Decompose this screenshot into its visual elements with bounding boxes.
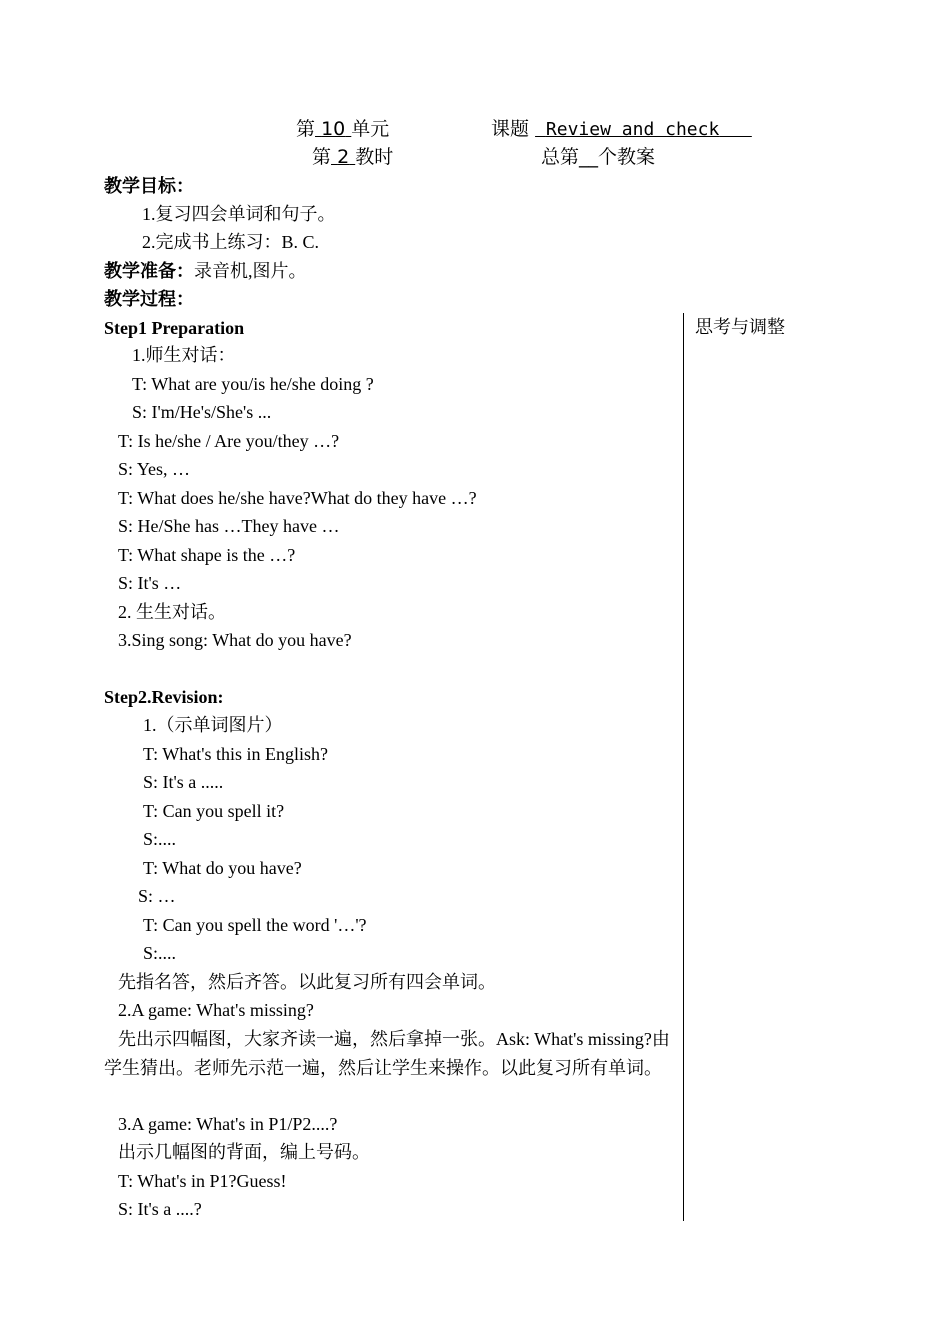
step2-line: S: It's a .....	[143, 772, 224, 792]
unit-suffix: 单元	[351, 118, 390, 140]
step2-line: S:....	[143, 829, 177, 849]
step1-title: Step1 Preparation	[104, 318, 245, 338]
topic-value: Review and check	[545, 119, 720, 140]
preparation-title: 教学准备：	[104, 261, 194, 281]
step1-line: T: Is he/she / Are you/they …?	[118, 431, 340, 451]
side-column-divider	[683, 313, 684, 1221]
lesson-number: 2	[337, 146, 350, 168]
unit-number: 10	[321, 118, 346, 140]
step2-line: T: Can you spell it?	[143, 801, 285, 821]
step2-line: S: It's a ....?	[118, 1199, 202, 1219]
step2-line: 出示几幅图的背面，编上号码。	[118, 1142, 370, 1162]
topic-label: 课题	[491, 118, 530, 140]
step1-line: T: What does he/she have?What do they have …?	[118, 488, 477, 508]
step1-line: 1.师生对话：	[132, 345, 236, 365]
lesson-heading	[312, 146, 393, 168]
step2-line: S:....	[143, 943, 177, 963]
side-note: 思考与调整	[695, 317, 785, 337]
step2-paragraph: 先出示四幅图，大家齐读一遍，然后拿掉一张。Ask: What's missing?由学生猜出。老师先示范一遍，然后让学生来操作。以此复习所有单词。	[104, 1029, 670, 1078]
step1-line: 3.Sing song: What do you have?	[118, 630, 352, 650]
preparation-value: 录音机,图片。	[194, 261, 307, 281]
step1-line: S: I'm/He's/She's ...	[132, 402, 272, 422]
unit-heading	[296, 118, 389, 140]
step2-line: T: What's in P1?Guess!	[118, 1171, 287, 1191]
step2-line: 先指名答，然后齐答。以此复习所有四会单词。	[118, 972, 496, 992]
lesson-suffix: 教时	[355, 146, 394, 168]
step2-line: 3.A game: What's in P1/P2....?	[118, 1114, 338, 1134]
preparation-row	[104, 260, 307, 282]
objective-2: 2.完成书上练习：B. C.	[142, 232, 320, 252]
unit-prefix: 第	[296, 118, 316, 140]
topic-heading	[491, 118, 752, 141]
step2-line: S: …	[138, 886, 176, 906]
step1-line: S: It's …	[118, 573, 182, 593]
objective-1: 1.复习四会单词和句子。	[142, 204, 336, 224]
step2-line: 2.A game: What's missing?	[118, 1000, 314, 1020]
step1-line: S: Yes, …	[118, 459, 191, 479]
step2-line: T: What's this in English?	[143, 744, 329, 764]
step2-title: Step2.Revision:	[104, 687, 224, 707]
plan-heading: 总第__个教案	[541, 146, 656, 168]
step1-line: T: What shape is the …?	[118, 545, 296, 565]
objectives-title: 教学目标：	[104, 176, 194, 196]
lesson-prefix: 第	[312, 146, 332, 168]
step2-line: T: Can you spell the word '…'?	[143, 915, 367, 935]
step1-line: T: What are you/is he/she doing ?	[132, 374, 374, 394]
process-title: 教学过程：	[104, 289, 194, 309]
step2-line: T: What do you have?	[143, 858, 302, 878]
step1-line: S: He/She has …They have …	[118, 516, 340, 536]
step1-line: 2. 生生对话。	[118, 602, 226, 622]
step2-line: 1.（示单词图片）	[143, 715, 283, 735]
